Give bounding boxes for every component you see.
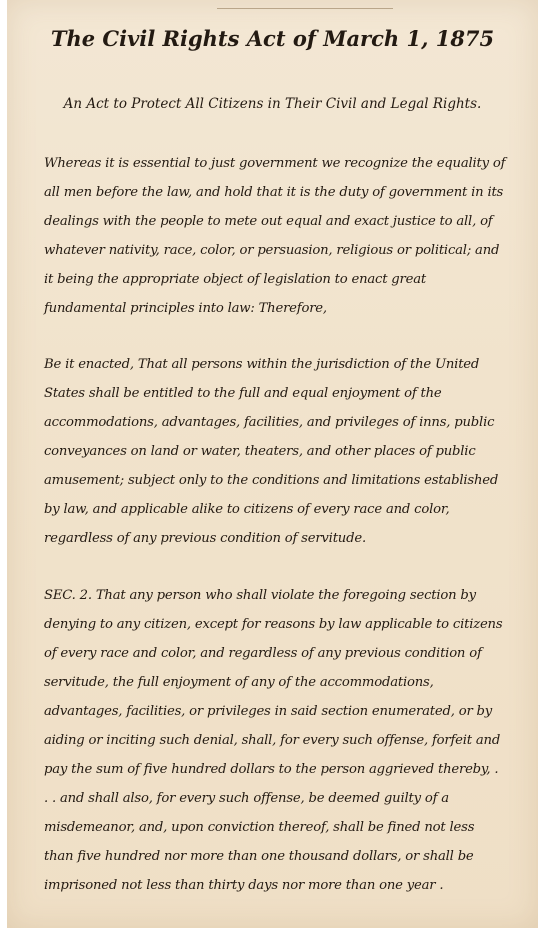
document-title: The Civil Rights Act of March 1, 1875 [50,26,495,51]
top-divider [217,8,393,9]
section-1-paragraph: Be it enacted, That all persons within the jurisdiction of the United States shall be entitled to the full and equal enjoyment of the accommodations, advantages, facilities, and privileges of inns, public conveyances on land or water, theaters, and other places of public amusement; subject only to the conditions and limitations established by law, and applicable alike to citizens of every race and color, regardless of any previous condition of servitude. [44,357,499,546]
document-subtitle: An Act to Protect All Citizens in Their Civil and Legal Rights. [63,96,482,112]
preamble-paragraph: Whereas it is essential to just government we recognize the equality of all men before the law, and hold that it is the duty of government in its dealings with the people to mete out equal and exact justice to all, of whatever nativity, race, color, or persuasion, religious or political; and it being the appropriate object of legislation to enact great fundamental principles into law: Therefore, [44,156,506,316]
section-2-paragraph: SEC. 2. That any person who shall violate the foregoing section by denying to any citizen, except for reasons by law applicable to citizens of every race and color, and regardless of any previous condition of servitude, the full enjoyment of any of the accommodations, advantages, facilities, or privileges in said section enumerated, or by aiding or inciting such denial, shall, for every such offense, forfeit and pay the sum of five hundred dollars to the person aggrieved thereby, . . . and shall also, for every such offense, be deemed guilty of a misdemeanor, and, upon conviction thereof, shall be fined not less than five hundred nor more than one thousand dollars, or shall be imprisoned not less than thirty days nor more than one year . [44,588,503,893]
parchment-sheet [7,0,538,928]
